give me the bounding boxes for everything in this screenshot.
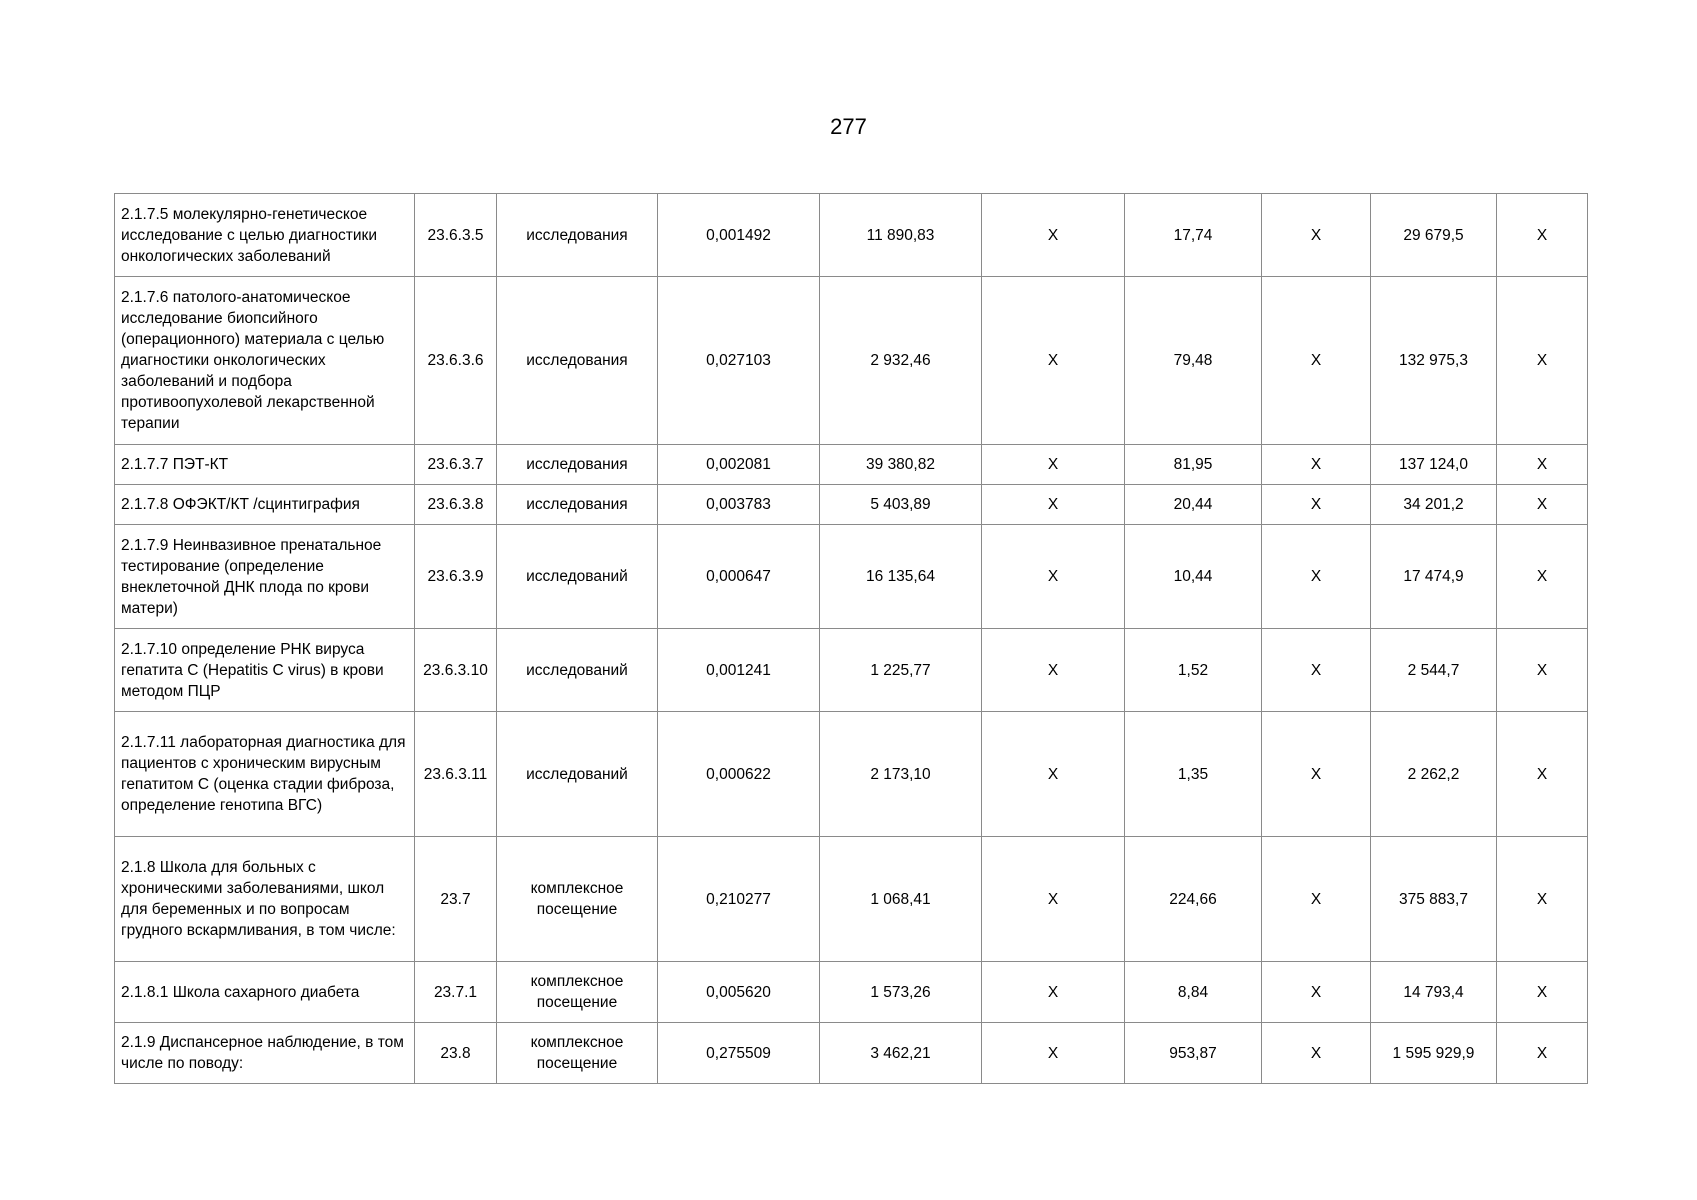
row-col8: X bbox=[1262, 1023, 1371, 1084]
row-col10: X bbox=[1497, 962, 1588, 1023]
row-cost: 2 932,46 bbox=[820, 277, 982, 445]
row-cost: 1 225,77 bbox=[820, 629, 982, 712]
table-row bbox=[115, 445, 1588, 485]
row-unit: исследований bbox=[497, 629, 658, 712]
table-row bbox=[115, 194, 1588, 277]
row-unit: комплексное посещение bbox=[497, 962, 658, 1023]
row-code: 23.8 bbox=[415, 1023, 497, 1084]
row-cost: 39 380,82 bbox=[820, 445, 982, 485]
table-row bbox=[115, 712, 1588, 837]
row-norm: 0,005620 bbox=[658, 962, 820, 1023]
row-col8: X bbox=[1262, 485, 1371, 525]
table-row bbox=[115, 525, 1588, 629]
row-unit: комплексное посещение bbox=[497, 1023, 658, 1084]
table-row bbox=[115, 277, 1588, 445]
row-code: 23.6.3.7 bbox=[415, 445, 497, 485]
row-col6: X bbox=[982, 962, 1125, 1023]
row-name: 2.1.7.7 ПЭТ-КТ bbox=[115, 445, 415, 485]
row-norm: 0,210277 bbox=[658, 837, 820, 962]
row-per-capita: 17,74 bbox=[1125, 194, 1262, 277]
row-per-capita: 224,66 bbox=[1125, 837, 1262, 962]
row-norm: 0,001492 bbox=[658, 194, 820, 277]
table-row bbox=[115, 962, 1588, 1023]
row-col8: X bbox=[1262, 712, 1371, 837]
row-name: 2.1.8.1 Школа сахарного диабета bbox=[115, 962, 415, 1023]
row-per-capita: 79,48 bbox=[1125, 277, 1262, 445]
row-col6: X bbox=[982, 485, 1125, 525]
row-per-capita: 1,52 bbox=[1125, 629, 1262, 712]
row-unit: исследования bbox=[497, 485, 658, 525]
row-norm: 0,003783 bbox=[658, 485, 820, 525]
row-unit: исследования bbox=[497, 445, 658, 485]
row-col8: X bbox=[1262, 629, 1371, 712]
row-col8: X bbox=[1262, 445, 1371, 485]
row-code: 23.6.3.8 bbox=[415, 485, 497, 525]
row-col10: X bbox=[1497, 712, 1588, 837]
row-cost: 5 403,89 bbox=[820, 485, 982, 525]
row-col6: X bbox=[982, 194, 1125, 277]
row-code: 23.6.3.10 bbox=[415, 629, 497, 712]
row-col6: X bbox=[982, 445, 1125, 485]
row-name: 2.1.7.10 определение РНК вируса гепатита С (Hepatitis C virus) в крови методом ПЦР bbox=[115, 629, 415, 712]
row-col6: X bbox=[982, 629, 1125, 712]
row-col10: X bbox=[1497, 837, 1588, 962]
row-cost: 11 890,83 bbox=[820, 194, 982, 277]
table-row bbox=[115, 485, 1588, 525]
row-col6: X bbox=[982, 277, 1125, 445]
row-name: 2.1.9 Диспансерное наблюдение, в том числе по поводу: bbox=[115, 1023, 415, 1084]
row-name: 2.1.7.9 Неинвазивное пренатальное тестирование (определение внеклеточной ДНК плода по крови матери) bbox=[115, 525, 415, 629]
row-total: 132 975,3 bbox=[1371, 277, 1497, 445]
row-col6: X bbox=[982, 525, 1125, 629]
row-name: 2.1.7.11 лабораторная диагностика для пациентов с хроническим вирусным гепатитом С (оценка стадии фиброза, определение генотипа ВГС) bbox=[115, 712, 415, 837]
row-col10: X bbox=[1497, 629, 1588, 712]
row-col8: X bbox=[1262, 194, 1371, 277]
row-name: 2.1.8 Школа для больных с хроническими заболеваниями, школ для беременных и по вопросам грудного вскармливания, в том числе: bbox=[115, 837, 415, 962]
row-col8: X bbox=[1262, 837, 1371, 962]
row-col8: X bbox=[1262, 962, 1371, 1023]
row-norm: 0,275509 bbox=[658, 1023, 820, 1084]
row-cost: 2 173,10 bbox=[820, 712, 982, 837]
row-cost: 3 462,21 bbox=[820, 1023, 982, 1084]
row-norm: 0,000622 bbox=[658, 712, 820, 837]
row-code: 23.7.1 bbox=[415, 962, 497, 1023]
row-col10: X bbox=[1497, 194, 1588, 277]
row-unit: исследований bbox=[497, 525, 658, 629]
row-col6: X bbox=[982, 837, 1125, 962]
row-total: 17 474,9 bbox=[1371, 525, 1497, 629]
row-col10: X bbox=[1497, 445, 1588, 485]
row-col10: X bbox=[1497, 485, 1588, 525]
row-cost: 1 573,26 bbox=[820, 962, 982, 1023]
row-code: 23.7 bbox=[415, 837, 497, 962]
row-total: 29 679,5 bbox=[1371, 194, 1497, 277]
row-norm: 0,027103 bbox=[658, 277, 820, 445]
row-unit: исследований bbox=[497, 712, 658, 837]
row-cost: 1 068,41 bbox=[820, 837, 982, 962]
row-per-capita: 8,84 bbox=[1125, 962, 1262, 1023]
row-col8: X bbox=[1262, 525, 1371, 629]
row-total: 2 262,2 bbox=[1371, 712, 1497, 837]
row-per-capita: 1,35 bbox=[1125, 712, 1262, 837]
row-col6: X bbox=[982, 1023, 1125, 1084]
table-row bbox=[115, 629, 1588, 712]
row-total: 2 544,7 bbox=[1371, 629, 1497, 712]
row-unit: исследования bbox=[497, 277, 658, 445]
row-code: 23.6.3.5 bbox=[415, 194, 497, 277]
row-norm: 0,001241 bbox=[658, 629, 820, 712]
row-cost: 16 135,64 bbox=[820, 525, 982, 629]
row-col10: X bbox=[1497, 1023, 1588, 1084]
row-col8: X bbox=[1262, 277, 1371, 445]
page-number: 277 bbox=[830, 114, 867, 139]
row-code: 23.6.3.9 bbox=[415, 525, 497, 629]
row-per-capita: 81,95 bbox=[1125, 445, 1262, 485]
tariff-table bbox=[114, 193, 1588, 1084]
row-code: 23.6.3.11 bbox=[415, 712, 497, 837]
row-total: 137 124,0 bbox=[1371, 445, 1497, 485]
row-col6: X bbox=[982, 712, 1125, 837]
row-col10: X bbox=[1497, 525, 1588, 629]
row-total: 14 793,4 bbox=[1371, 962, 1497, 1023]
row-unit: комплексное посещение bbox=[497, 837, 658, 962]
table-row bbox=[115, 837, 1588, 962]
row-per-capita: 10,44 bbox=[1125, 525, 1262, 629]
row-per-capita: 20,44 bbox=[1125, 485, 1262, 525]
row-total: 34 201,2 bbox=[1371, 485, 1497, 525]
table-row bbox=[115, 1023, 1588, 1084]
row-unit: исследования bbox=[497, 194, 658, 277]
row-name: 2.1.7.6 патолого-анатомическое исследование биопсийного (операционного) материала с целью диагностики онкологических заболеваний и подбора противоопухолевой лекарственной терапии bbox=[115, 277, 415, 445]
row-norm: 0,000647 bbox=[658, 525, 820, 629]
row-per-capita: 953,87 bbox=[1125, 1023, 1262, 1084]
row-name: 2.1.7.8 ОФЭКТ/КТ /сцинтиграфия bbox=[115, 485, 415, 525]
row-norm: 0,002081 bbox=[658, 445, 820, 485]
row-total: 375 883,7 bbox=[1371, 837, 1497, 962]
row-name: 2.1.7.5 молекулярно-генетическое исследование с целью диагностики онкологических заболеваний bbox=[115, 194, 415, 277]
row-col10: X bbox=[1497, 277, 1588, 445]
row-code: 23.6.3.6 bbox=[415, 277, 497, 445]
row-total: 1 595 929,9 bbox=[1371, 1023, 1497, 1084]
